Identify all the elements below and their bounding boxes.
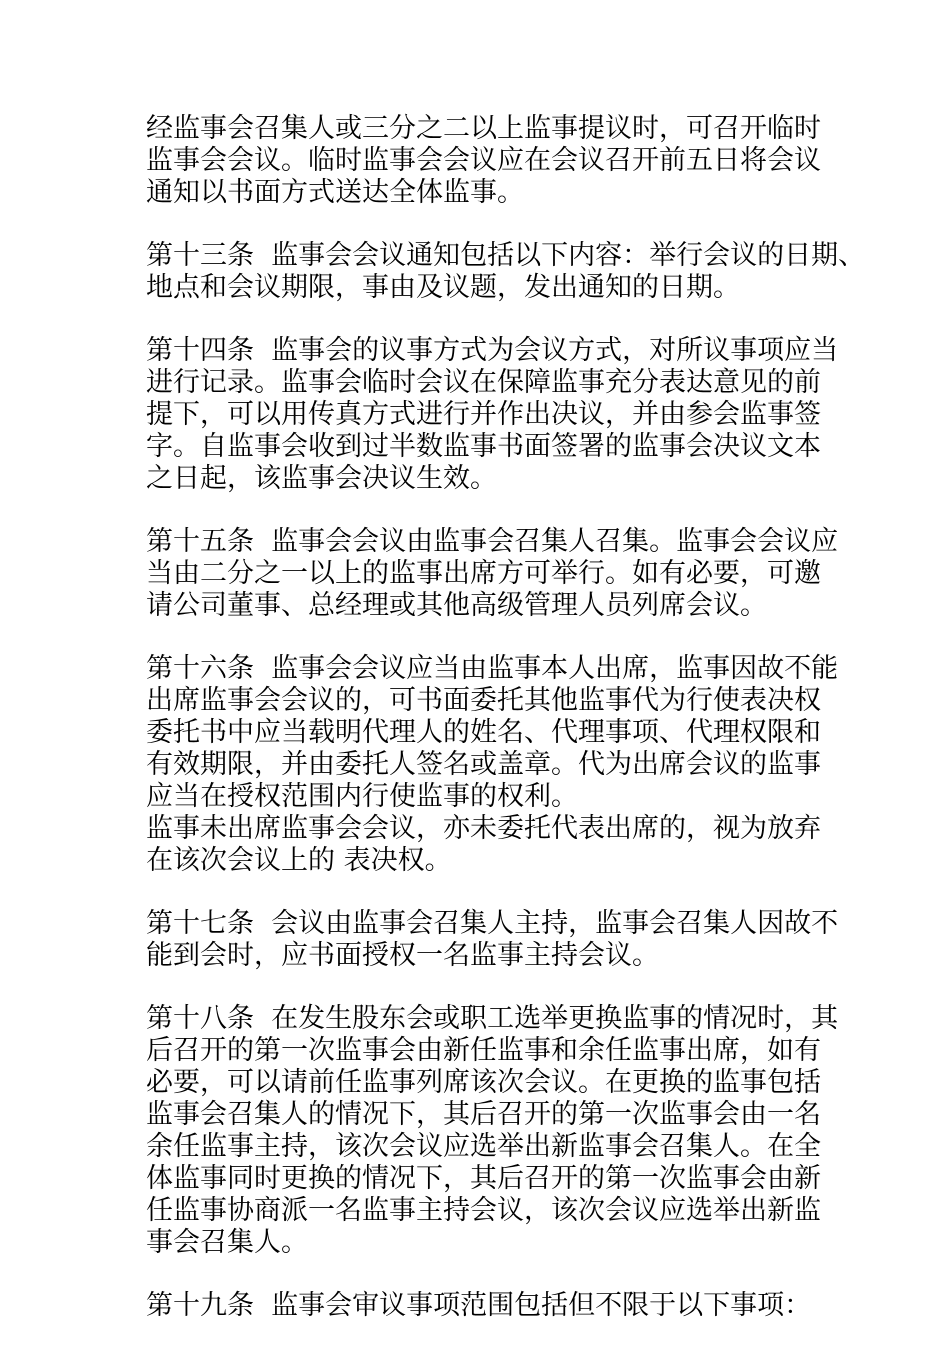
text-line: 第十四条 监事会的议事方式为会议方式，对所议事项应当 <box>146 335 839 366</box>
text-line: 第十九条 监事会审议事项范围包括但不限于以下事项： <box>146 1290 812 1321</box>
text-line: 第十三条 监事会会议通知包括以下内容：举行会议的日期、 <box>146 240 866 271</box>
text-line: 出席监事会会议的，可书面委托其他监事代为行使表决权 <box>146 685 821 716</box>
text-line: 监事未出席监事会会议，亦未委托代表出席的，视为放弃 <box>146 813 821 844</box>
article-18 <box>146 1003 846 1259</box>
article-16 <box>146 653 846 877</box>
text-line: 第十八条 在发生股东会或职工选举更换监事的情况时，其 <box>146 1003 839 1034</box>
text-line: 能到会时，应书面授权一名监事主持会议。 <box>146 940 659 971</box>
text-line: 当由二分之一以上的监事出席方可举行。如有必要，可邀 <box>146 558 821 589</box>
text-line: 事会召集人。 <box>146 1227 308 1258</box>
document-body <box>146 113 866 1353</box>
paragraph-intro <box>146 113 846 209</box>
text-line: 经监事会召集人或三分之二以上监事提议时，可召开临时 <box>146 113 821 144</box>
text-line: 地点和会议期限，事由及议题，发出通知的日期。 <box>146 272 740 303</box>
text-line: 必要，可以请前任监事列席该次会议。在更换的监事包括 <box>146 1067 821 1098</box>
text-line: 字。自监事会收到过半数监事书面签署的监事会决议文本 <box>146 431 821 462</box>
text-line: 体监事同时更换的情况下，其后召开的第一次监事会由新 <box>146 1163 821 1194</box>
text-line: 有效期限，并由委托人签名或盖章。代为出席会议的监事 <box>146 749 821 780</box>
text-line: 第十五条 监事会会议由监事会召集人召集。监事会会议应 <box>146 526 839 557</box>
text-line: 监事会召集人的情况下，其后召开的第一次监事会由一名 <box>146 1099 821 1130</box>
text-line: 应当在授权范围内行使监事的权利。 <box>146 781 578 812</box>
article-19 <box>146 1290 846 1322</box>
text-line: 任监事协商派一名监事主持会议，该次会议应选举出新监 <box>146 1195 821 1226</box>
article-15 <box>146 526 846 622</box>
text-line: 提下，可以用传真方式进行并作出决议，并由参会监事签 <box>146 399 821 430</box>
text-line: 后召开的第一次监事会由新任监事和余任监事出席，如有 <box>146 1035 821 1066</box>
text-line: 通知以书面方式送达全体监事。 <box>146 177 524 208</box>
text-line: 第十六条 监事会会议应当由监事本人出席，监事因故不能 <box>146 653 839 684</box>
text-line: 委托书中应当载明代理人的姓名、代理事项、代理权限和 <box>146 717 821 748</box>
article-14 <box>146 335 846 495</box>
article-13 <box>146 240 866 304</box>
article-17 <box>146 908 846 972</box>
text-line: 进行记录。监事会临时会议在保障监事充分表达意见的前 <box>146 367 821 398</box>
text-line: 第十七条 会议由监事会召集人主持，监事会召集人因故不 <box>146 908 839 939</box>
text-line: 监事会会议。临时监事会会议应在会议召开前五日将会议 <box>146 145 821 176</box>
text-line: 请公司董事、总经理或其他高级管理人员列席会议。 <box>146 590 767 621</box>
text-line: 在该次会议上的 表决权。 <box>146 845 452 876</box>
text-line: 之日起，该监事会决议生效。 <box>146 463 497 494</box>
text-line: 余任监事主持，该次会议应选举出新监事会召集人。在全 <box>146 1131 821 1162</box>
